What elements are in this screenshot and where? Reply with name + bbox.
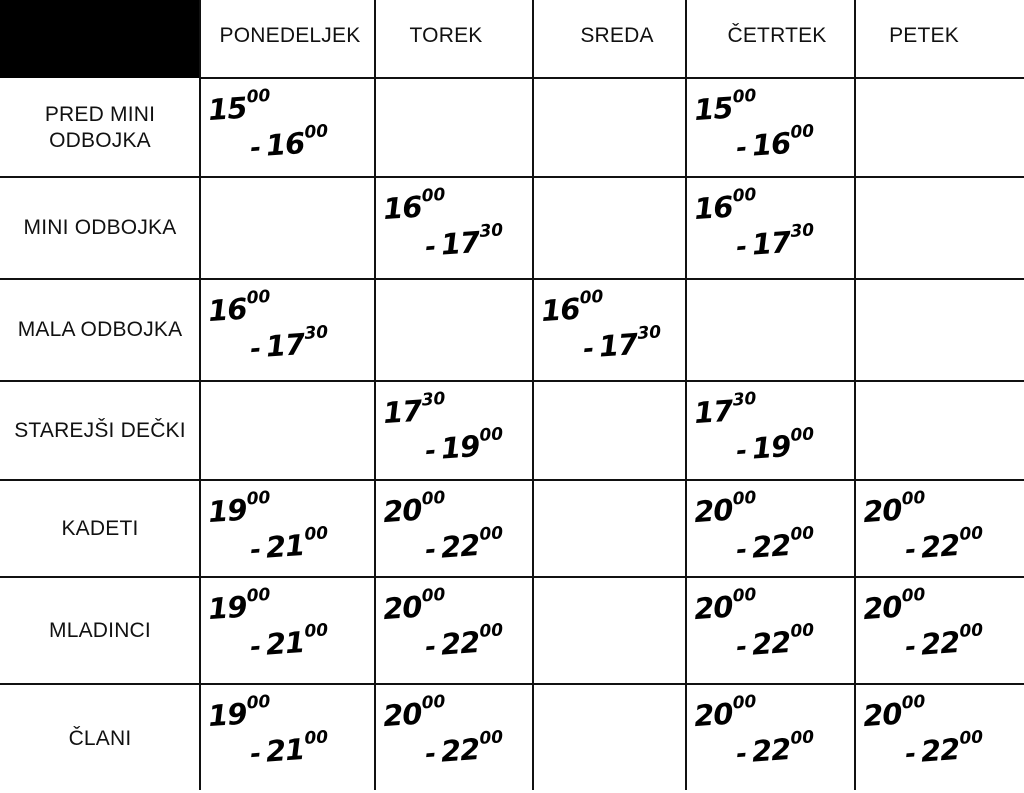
slot-end-time — [424, 620, 505, 663]
slot-end-time — [424, 523, 505, 566]
time-dash: - — [735, 436, 748, 467]
start-minutes: 00 — [732, 184, 758, 207]
grid-vertical-line — [374, 0, 376, 790]
slot-end-time — [735, 523, 816, 566]
row-label: STAREJŠI DEČKI — [14, 418, 186, 442]
time-dash: - — [249, 334, 262, 365]
row-label: PRED MINI ODBOJKA — [44, 103, 156, 152]
end-hour: 21 — [264, 625, 306, 662]
slot-start-time — [206, 691, 272, 734]
slot-start-time — [206, 286, 272, 329]
start-minutes: 00 — [421, 184, 447, 207]
slot-start-time — [381, 388, 447, 431]
end-minutes: 00 — [478, 523, 504, 545]
slot-end-time — [249, 620, 330, 663]
time-dash: - — [249, 535, 262, 566]
start-minutes: 00 — [421, 691, 447, 714]
end-minutes: 00 — [789, 523, 815, 545]
end-hour: 17 — [439, 225, 481, 262]
slot-end-time — [249, 322, 330, 365]
time-dash: - — [424, 232, 437, 263]
slot-end-time — [735, 121, 816, 164]
row-label: MALA ODBOJKA — [17, 318, 183, 342]
start-hour: 20 — [692, 589, 734, 627]
time-dash: - — [735, 632, 748, 663]
end-minutes: 00 — [478, 620, 504, 642]
slot-start-time — [539, 286, 605, 329]
end-minutes: 00 — [958, 620, 984, 642]
time-dash: - — [249, 632, 262, 663]
time-dash: - — [735, 535, 748, 566]
end-minutes: 00 — [478, 727, 504, 749]
start-hour: 19 — [206, 696, 248, 734]
time-dash: - — [735, 232, 748, 263]
time-dash: - — [424, 535, 437, 566]
start-hour: 20 — [381, 589, 423, 627]
day-header: TOREK — [409, 24, 483, 48]
end-minutes: 00 — [789, 620, 815, 642]
end-hour: 16 — [750, 126, 792, 163]
slot-start-time — [861, 691, 927, 734]
slot-start-time — [206, 584, 272, 627]
end-minutes: 00 — [303, 523, 329, 545]
slot-end-time — [424, 220, 505, 263]
slot-end-time — [582, 322, 663, 365]
end-hour: 22 — [919, 625, 961, 662]
start-hour: 16 — [539, 291, 581, 329]
end-minutes: 00 — [958, 727, 984, 749]
start-hour: 17 — [381, 393, 423, 431]
day-header: PETEK — [889, 24, 959, 48]
row-label: MLADINCI — [49, 618, 151, 642]
start-hour: 16 — [381, 189, 423, 227]
start-minutes: 00 — [732, 691, 758, 714]
slot-start-time — [381, 184, 447, 227]
end-hour: 22 — [439, 732, 481, 769]
slot-start-time — [692, 85, 758, 128]
slot-end-time — [735, 727, 816, 770]
slot-start-time — [692, 184, 758, 227]
slot-end-time — [904, 523, 985, 566]
slot-start-time — [381, 487, 447, 530]
end-minutes: 30 — [303, 322, 329, 344]
end-hour: 16 — [264, 126, 306, 163]
start-minutes: 00 — [246, 85, 272, 108]
start-hour: 20 — [861, 696, 903, 734]
time-dash: - — [582, 334, 595, 365]
time-dash: - — [735, 739, 748, 770]
end-minutes: 00 — [789, 727, 815, 749]
slot-end-time — [735, 424, 816, 467]
end-minutes: 00 — [303, 727, 329, 749]
start-hour: 19 — [206, 589, 248, 627]
end-hour: 22 — [750, 625, 792, 662]
time-dash: - — [424, 436, 437, 467]
grid-horizontal-line — [200, 77, 1024, 79]
slot-end-time — [904, 620, 985, 663]
start-hour: 15 — [206, 90, 248, 128]
start-hour: 15 — [692, 90, 734, 128]
slot-start-time — [861, 487, 927, 530]
end-hour: 22 — [750, 528, 792, 565]
time-dash: - — [904, 632, 917, 663]
end-hour: 22 — [919, 528, 961, 565]
slot-end-time — [249, 121, 330, 164]
start-hour: 20 — [381, 696, 423, 734]
start-minutes: 00 — [246, 691, 272, 714]
start-hour: 16 — [206, 291, 248, 329]
time-dash: - — [249, 133, 262, 164]
start-hour: 20 — [692, 492, 734, 530]
day-header: PONEDELJEK — [219, 24, 361, 48]
start-hour: 20 — [861, 589, 903, 627]
end-minutes: 00 — [958, 523, 984, 545]
start-hour: 16 — [692, 189, 734, 227]
start-minutes: 00 — [901, 487, 927, 510]
slot-end-time — [249, 727, 330, 770]
end-hour: 17 — [750, 225, 792, 262]
slot-end-time — [735, 220, 816, 263]
start-minutes: 00 — [579, 286, 605, 309]
start-minutes: 00 — [421, 584, 447, 607]
grid-vertical-line — [854, 0, 856, 790]
end-hour: 22 — [439, 625, 481, 662]
end-hour: 22 — [750, 732, 792, 769]
end-minutes: 00 — [303, 121, 329, 143]
slot-start-time — [206, 487, 272, 530]
start-minutes: 00 — [421, 487, 447, 510]
start-hour: 20 — [692, 696, 734, 734]
start-minutes: 00 — [246, 584, 272, 607]
end-hour: 17 — [597, 327, 639, 364]
start-hour: 20 — [381, 492, 423, 530]
slot-start-time — [692, 691, 758, 734]
start-minutes: 00 — [732, 584, 758, 607]
start-minutes: 00 — [246, 487, 272, 510]
slot-start-time — [861, 584, 927, 627]
slot-end-time — [904, 727, 985, 770]
start-minutes: 00 — [901, 691, 927, 714]
grid-vertical-line — [199, 0, 201, 790]
end-hour: 19 — [750, 429, 792, 466]
start-minutes: 00 — [246, 286, 272, 309]
end-hour: 21 — [264, 732, 306, 769]
end-hour: 22 — [919, 732, 961, 769]
time-dash: - — [249, 739, 262, 770]
start-minutes: 00 — [732, 85, 758, 108]
time-dash: - — [424, 632, 437, 663]
end-minutes: 30 — [789, 220, 815, 242]
row-label: KADETI — [61, 516, 139, 540]
row-label: ČLANI — [68, 726, 132, 750]
slot-start-time — [692, 388, 758, 431]
end-hour: 19 — [439, 429, 481, 466]
start-hour: 17 — [692, 393, 734, 431]
slot-start-time — [692, 584, 758, 627]
slot-end-time — [424, 727, 505, 770]
grid-vertical-line — [685, 0, 687, 790]
end-minutes: 00 — [478, 424, 504, 446]
start-minutes: 00 — [901, 584, 927, 607]
slot-start-time — [381, 691, 447, 734]
start-minutes: 30 — [421, 388, 447, 411]
grid-vertical-line — [532, 0, 534, 790]
time-dash: - — [424, 739, 437, 770]
end-hour: 22 — [439, 528, 481, 565]
slot-end-time — [735, 620, 816, 663]
time-dash: - — [904, 739, 917, 770]
slot-end-time — [424, 424, 505, 467]
header-corner-cell — [0, 0, 200, 78]
end-minutes: 30 — [478, 220, 504, 242]
start-minutes: 30 — [732, 388, 758, 411]
end-hour: 17 — [264, 327, 306, 364]
slot-end-time — [249, 523, 330, 566]
slot-start-time — [206, 85, 272, 128]
time-dash: - — [735, 133, 748, 164]
slot-start-time — [692, 487, 758, 530]
time-dash: - — [904, 535, 917, 566]
end-minutes: 00 — [789, 121, 815, 143]
slot-start-time — [381, 584, 447, 627]
day-header: SREDA — [580, 24, 654, 48]
start-minutes: 00 — [732, 487, 758, 510]
start-hour: 20 — [861, 492, 903, 530]
row-label: MINI ODBOJKA — [23, 216, 177, 240]
start-hour: 19 — [206, 492, 248, 530]
end-hour: 21 — [264, 528, 306, 565]
end-minutes: 00 — [789, 424, 815, 446]
end-minutes: 00 — [303, 620, 329, 642]
day-header: ČETRTEK — [727, 24, 827, 48]
end-minutes: 30 — [636, 322, 662, 344]
